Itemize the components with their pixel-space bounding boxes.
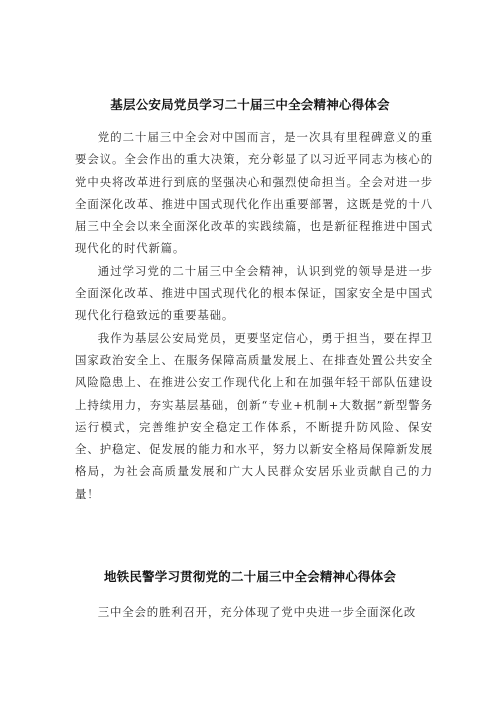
article-1-paragraph-2: 通过学习党的二十届三中全会精神，认识到党的领导是进一步全面深化改革、推进中国式现代化的根本保证，国家安全是中国式现代化行稳致远的重要基础。 <box>75 263 433 323</box>
article-1-body <box>75 126 433 505</box>
article-1-title: 基层公安局党员学习二十届三中全会精神心得体会 <box>110 97 390 112</box>
article-2-paragraph-1: 三中全会的胜利召开，充分体现了党中央进一步全面深化改 <box>97 605 417 619</box>
article-1-paragraph-1: 党的二十届三中全会对中国而言，是一次具有里程碑意义的重要会议。全会作出的重大决策，充分彰显了以习近平同志为核心的党中央将改革进行到底的坚强决心和强烈使命担当。全会对进一步全面深化改革、推进中国式现代化作出重要部署，这既是党的十八届三中全会以来全面深化改革的实践续篇，也是新征程推进中国式现代化的时代新篇。 <box>75 130 433 256</box>
article-2-body <box>75 601 433 623</box>
article-2-title: 地铁民警学习贯彻党的二十届三中全会精神心得体会 <box>103 569 397 584</box>
article-1-paragraph-3: 我作为基层公安局党员，更要坚定信心，勇于担当，要在捍卫国家政治安全上、在服务保障高质量发展上、在排查处置公共安全风险隐患上、在推进公安工作现代化上和在加强年轻干部队伍建设上持续用力，夯实基层基础，创新“专业+机制+大数据”新型警务运行模式，完善维护安全稳定工作体系，不断提升防风险、保安全、护稳定、促发展的能力和水平，努力以新安全格局保障新发展格局，为社会高质量发展和广大人民群众安居乐业贡献自己的力量！ <box>75 330 433 501</box>
